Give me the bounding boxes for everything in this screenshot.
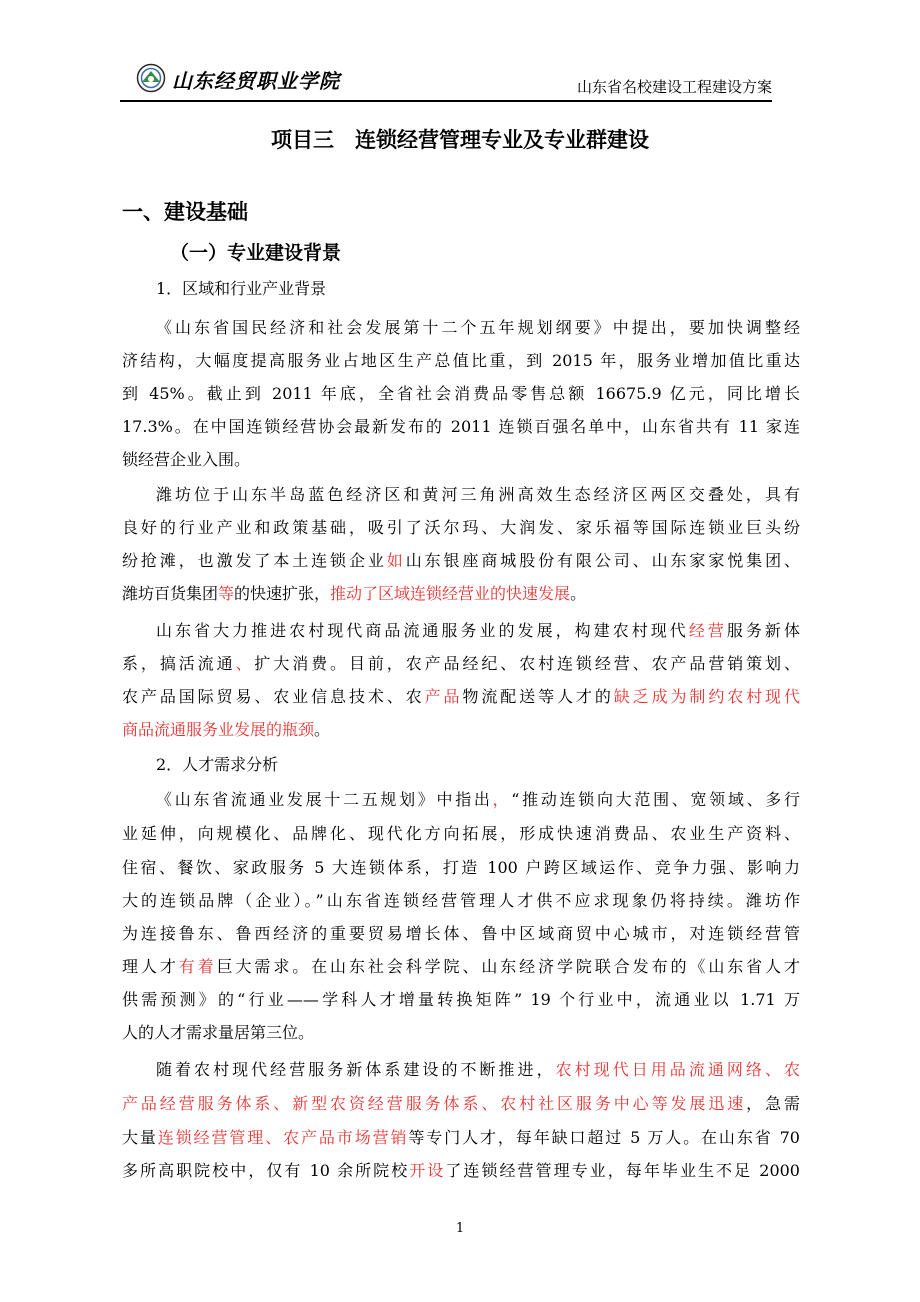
project-title: 项目三 连锁经营管理专业及专业群建设 [271, 128, 649, 152]
paragraph-line: 系，搞活流通、扩大消费。目前，农产品经纪、农村连锁经营、农产品营销策划、 [122, 654, 800, 673]
paragraph-line: 潍坊百货集团等的快速扩张，推动了区域连锁经营业的快速发展。 [122, 584, 587, 603]
paragraph-line: 17.3%。在中国连锁经营协会最新发布的 2011 连锁百强名单中，山东省共有 11 家连 [122, 417, 800, 436]
paragraph-line: 良好的行业产业和政策基础，吸引了沃尔玛、大润发、家乐福等国际连锁业巨头纷 [122, 518, 800, 537]
page-number: 1 [455, 1221, 465, 1236]
paragraph-line: 为连接鲁东、鲁西经济的重要贸易增长体、鲁中区域商贸中心城市，对连锁经营管 [122, 924, 800, 943]
paragraph-line: 《山东省流通业发展十二五规划》中指出，“推动连锁向大范围、宽领域、多行 [156, 790, 800, 809]
paragraph-line: 业延伸，向规模化、品牌化、现代化方向拓展，形成快速消费品、农业生产资料、 [122, 824, 800, 843]
paragraph-line: 商品流通服务业发展的瓶颈。 [122, 720, 331, 739]
paragraph-line: 大量连锁经营管理、农产品市场营销等专门人才，每年缺口超过 5 万人。在山东省 70 [122, 1128, 800, 1147]
paragraph-line: 锁经营企业入围。 [122, 450, 251, 469]
paragraph-line: 人的人才需求量居第三位。 [122, 1023, 315, 1042]
paragraph-line: 住宿、餐饮、家政服务 5 大连锁体系，打造 100 户跨区域运作、竞争力强、影响力 [122, 858, 800, 877]
section-heading: 一、建设基础 [122, 200, 248, 224]
paragraph-line: 大的连锁品牌（企业）。”山东省连锁经营管理人才供不应求现象仍将持续。潍坊作 [122, 891, 800, 910]
school-emblem-icon [136, 63, 166, 93]
paragraph-line: 供需预测》的“行业——学科人才增量转换矩阵” 19 个行业中，流通业以 1.71 万 [122, 990, 800, 1009]
paragraph-line: 产品经营服务体系、新型农资经营服务体系、农村社区服务中心等发展迅速，急需 [122, 1094, 800, 1113]
paragraph-line: 多所高职院校中，仅有 10 余所院校开设了连锁经营管理专业，每年毕业生不足 2000 [122, 1161, 800, 1180]
item-heading: 1．区域和行业产业背景 [156, 279, 327, 298]
paragraph-line: 山东省大力推进农村现代商品流通服务业的发展，构建农村现代经营服务新体 [156, 621, 800, 640]
school-name: 山东经贸职业学院 [172, 69, 340, 93]
document-title: 山东省名校建设工程建设方案 [576, 78, 772, 96]
paragraph-line: 济结构，大幅度提高服务业占地区生产总值比重，到 2015 年，服务业增加值比重达 [122, 351, 800, 370]
paragraph-line: 《山东省国民经济和社会发展第十二个五年规划纲要》中提出，要加快调整经 [156, 318, 800, 337]
subsection-heading: （一）专业建设背景 [170, 242, 342, 264]
page-header [120, 60, 772, 102]
paragraph-line: 潍坊位于山东半岛蓝色经济区和黄河三角洲高效生态经济区两区交叠处，具有 [156, 485, 800, 504]
paragraph-line: 到 45%。截止到 2011 年底，全省社会消费品零售总额 16675.9 亿元，同比增长 [122, 384, 800, 403]
item-heading: 2．人才需求分析 [156, 755, 279, 774]
paragraph-line: 随着农村现代经营服务新体系建设的不断推进，农村现代日用品流通网络、农 [156, 1060, 800, 1079]
paragraph-line: 农产品国际贸易、农业信息技术、农产品物流配送等人才的缺乏成为制约农村现代 [122, 687, 800, 706]
paragraph-line: 理人才有着巨大需求。在山东社会科学院、山东经济学院联合发布的《山东省人才 [122, 957, 800, 976]
paragraph-line: 纷抢滩，也激发了本土连锁企业如山东银座商城股份有限公司、山东家家悦集团、 [122, 551, 800, 570]
